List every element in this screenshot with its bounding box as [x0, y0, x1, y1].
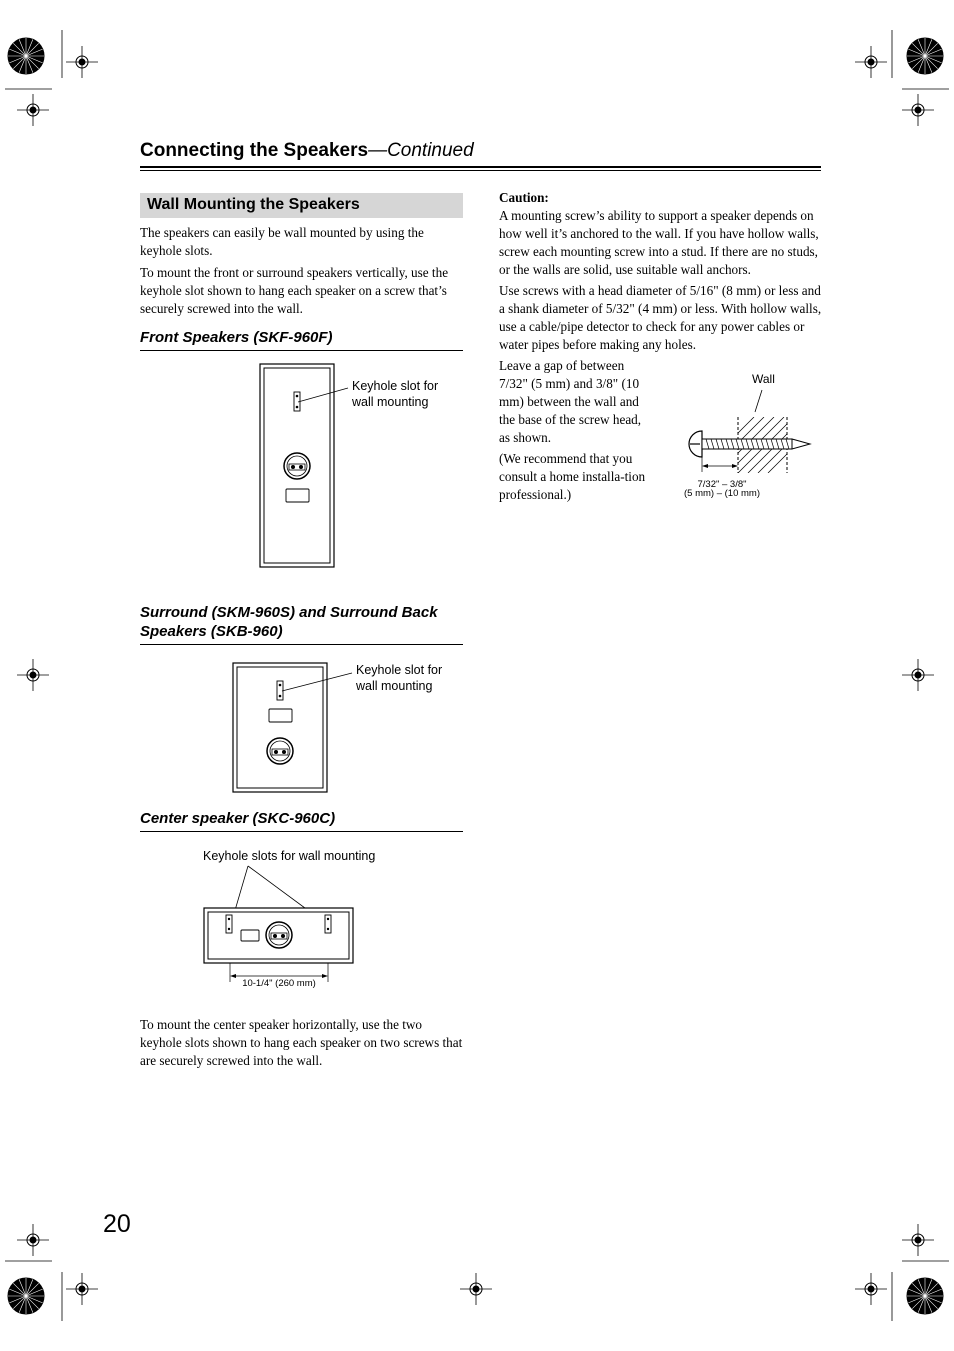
surround-keyhole-callout: Keyhole slot for wall mounting: [356, 663, 443, 693]
caution-title: Caution:: [499, 190, 549, 205]
header-title: Connecting the Speakers: [140, 140, 369, 161]
center-paragraph: To mount the center speaker horizontally, use the two keyhole slots shown to hang each speaker on two screws that are securely screwed into the wall.: [140, 1017, 463, 1068]
gap-label-2: (5 mm) – (10 mm): [684, 488, 760, 499]
center-speaker-heading: Center speaker (SKC-960C): [140, 810, 336, 827]
caution-paragraph-2: Use screws with a head diameter of 5/16" (8 mm) or less and a shank diameter of 5/32" (4 mm) or less. With hollow walls, use a cable/pipe detector to check for any power cables or water pipes before making any holes.: [499, 283, 822, 352]
center-keyhole-callout: Keyhole slots for wall mounting: [203, 849, 376, 863]
caution-paragraph-1: A mounting screw’s ability to support a speaker depends on how well it’s anchored to the wall. If you have hollow walls, screw each mounting screw into a stud. If there are no studs, or the walls are solid, use suitable wall anchors.: [499, 208, 819, 277]
center-dimension-label: 10-1/4" (260 mm): [242, 978, 316, 989]
section-title: Wall Mounting the Speakers: [147, 196, 360, 213]
front-speakers-heading: Front Speakers (SKF-960F): [140, 329, 333, 346]
wall-label: Wall: [752, 372, 775, 386]
intro-paragraph-2: To mount the front or surround speakers vertically, use the keyhole slot shown to hang each speaker on a screw that’s securely screwed into the wall.: [140, 265, 449, 316]
caution-paragraph-4: (We recommend that you consult a home installa-tion professional.): [499, 451, 646, 502]
header-continued: —Continued: [368, 140, 474, 161]
surround-speakers-heading: Surround (SKM-960S) and Surround Back Speakers (SKB-960): [140, 604, 438, 640]
intro-paragraph-1: The speakers can easily be wall mounted by using the keyhole slots.: [140, 225, 424, 258]
front-keyhole-callout: Keyhole slot for wall mounting: [352, 379, 439, 409]
gap-label-1: 7/32" – 3/8": [697, 479, 747, 490]
page-number: 20: [103, 1210, 131, 1238]
caution-paragraph-3: Leave a gap of between 7/32" (5 mm) and 3/8" (10 mm) between the wall and the base of the screw head, as shown.: [499, 358, 642, 445]
